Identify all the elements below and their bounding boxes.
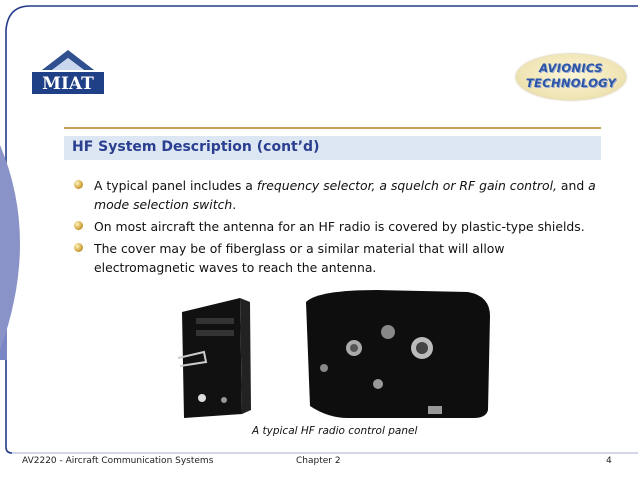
avionics-technology-badge bbox=[516, 54, 626, 100]
bullet-text: . bbox=[232, 197, 237, 212]
logo-text: MIAT bbox=[42, 74, 94, 94]
footer-chapter: Chapter 2 bbox=[296, 456, 341, 466]
footer-page-number: 4 bbox=[606, 456, 612, 466]
miat-logo bbox=[24, 48, 112, 100]
bullet-icon bbox=[74, 243, 83, 252]
bullet-item bbox=[74, 176, 604, 214]
bullet-item bbox=[74, 217, 604, 236]
bullet-text: a mode selection switch bbox=[94, 178, 596, 212]
badge-line-1: AVIONICS bbox=[539, 61, 603, 75]
slide-title: HF System Description (cont’d) bbox=[72, 139, 320, 155]
hf-radio-photo bbox=[178, 288, 492, 420]
bullet-text: frequency selector, a squelch or RF gain control, bbox=[256, 178, 557, 193]
left-accent-curve bbox=[0, 145, 20, 350]
bullet-text: A typical panel includes a bbox=[94, 178, 257, 193]
badge-line-2: TECHNOLOGY bbox=[525, 76, 617, 90]
bullet-text: The cover may be of fiberglass or a similar material that will allow electromagnetic waves to reach the antenna. bbox=[94, 241, 505, 275]
bullet-text: On most aircraft the antenna for an HF radio is covered by plastic-type shields. bbox=[94, 219, 585, 234]
footer-course: AV2220 - Aircraft Communication Systems bbox=[22, 456, 214, 466]
bullet-icon bbox=[74, 180, 83, 189]
title-rule bbox=[64, 127, 601, 129]
bullet-list bbox=[74, 176, 604, 280]
bullet-item bbox=[74, 239, 604, 277]
bullet-icon bbox=[74, 221, 83, 230]
bullet-text: and bbox=[556, 178, 589, 193]
photo-caption: A typical HF radio control panel bbox=[252, 425, 418, 437]
